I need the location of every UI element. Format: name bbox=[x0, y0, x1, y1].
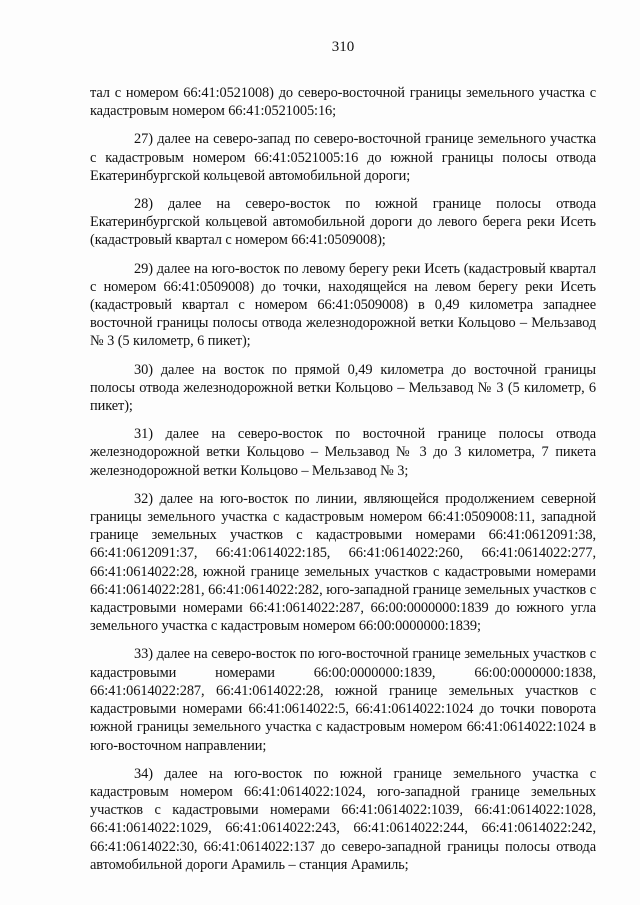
paragraph-33: 33) далее на северо-восток по юго-восточной границе земельных участков с кадастровыми номерами 66:00:0000000:1839, 66:00:0000000:1838, 66:41:0614022:287, 66:41:0614022:28, южной границе земельных участков с кадастровыми номерами 66:41:0614022:5, 66:41:0614022:1024 до точки поворота южной границы земельного участка с кадастровым номером 66:41:0614022:1024 в юго-восточном направлении; bbox=[90, 646, 596, 754]
paragraph-31: 31) далее на северо-восток по восточной границе полосы отвода железнодорожной ветки Кольцово – Мельзавод № 3 до 3 километра, 7 пикета железнодорожной ветки Кольцово – Мельзавод № 3; bbox=[90, 426, 596, 479]
paragraph-continuation: тал с номером 66:41:0521008) до северо-восточной границы земельного участка с кадастровым номером 66:41:0521005:16; bbox=[90, 85, 596, 120]
paragraph-28: 28) далее на северо-восток по южной границе полосы отвода Екатеринбургской кольцевой автомобильной дороги до левого берега реки Исеть (кадастровый квартал с номером 66:41:0509008); bbox=[90, 196, 596, 249]
paragraph-34: 34) далее на юго-восток по южной границе земельного участка с кадастровым номером 66:41:0614022:1024, юго-западной границе земельных участков с кадастровыми номерами 66:41:0614022:1039, 66:41:0614022:1028, 66:41:0614022:1029, 66:41:0614022:243, 66:41:0614022:244, 66:41:0614022:242, 66:41:0614022:30, 66:41:0614022:137 до северо-западной границы полосы отвода автомобильной дороги Арамиль – станция Арамиль; bbox=[90, 765, 596, 873]
paragraph-29: 29) далее на юго-восток по левому берегу реки Исеть (кадастровый квартал с номером 66:41:0509008) до точки, находящейся на левом берегу реки Исеть (кадастровый квартал с номером 66:41:0509008) в 0,49 километра западнее восточной границы полосы отвода железнодорожной ветки Кольцово – Мельзавод № 3 (5 километр, 6 пикет); bbox=[90, 260, 596, 350]
paragraph-32: 32) далее на юго-восток по линии, являющейся продолжением северной границы земельного участка с кадастровым номером 66:41:0509008:11, западной границе земельных участков с кадастровыми номерами 66:41:0612091:38, 66:41:0612091:37, 66:41:0614022:185, 66:41:0614022:260, 66:41:0614022:277, 66:41:0614022:28, южной границе земельных участков с кадастровыми номерами 66:41:0614022:281, 66:41:0614022:282, юго-западной границе земельных участков с кадастровыми номерами 66:41:0614022:287, 66:00:0000000:1839 до южного угла земельного участка с кадастровым номером 66:00:0000000:1839; bbox=[90, 490, 596, 635]
page-number: 310 bbox=[331, 39, 355, 55]
paragraph-30: 30) далее на восток по прямой 0,49 километра до восточной границы полосы отвода железнодорожной ветки Кольцово – Мельзавод № 3 (5 километр, 6 пикет); bbox=[90, 361, 596, 415]
paragraph-27: 27) далее на северо-запад по северо-восточной границе земельного участка с кадастровым номером 66:41:0521005:16 до южной границы полосы отвода Екатеринбургской кольцевой автомобильной дороги; bbox=[90, 131, 596, 184]
